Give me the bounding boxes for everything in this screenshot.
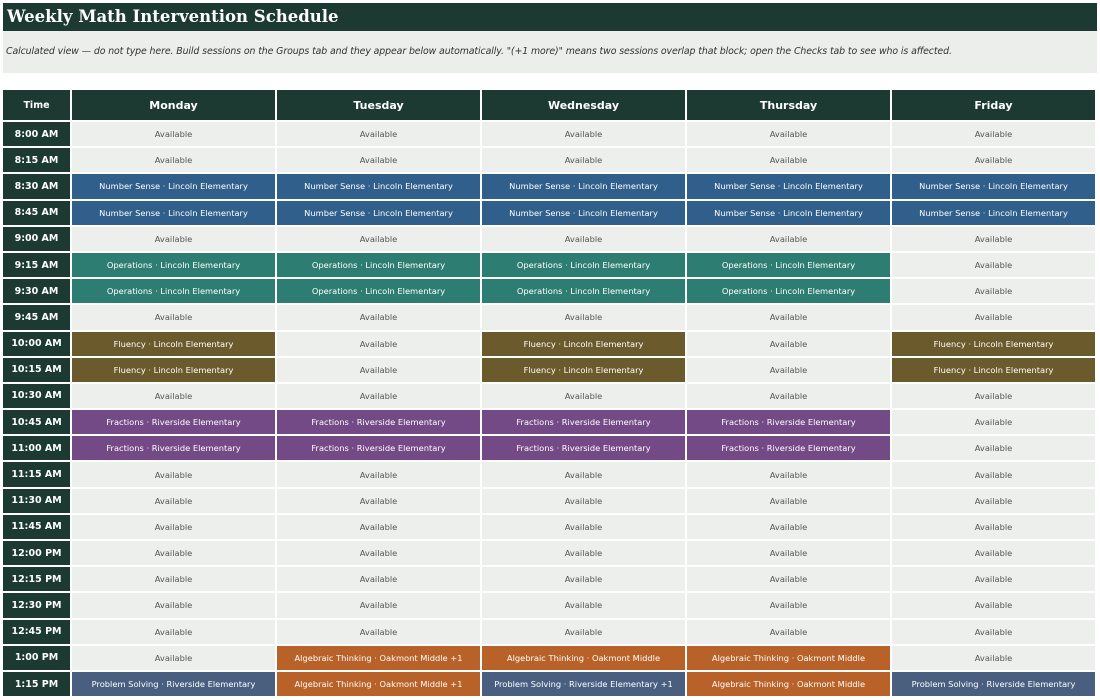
schedule-cell-wednesday-available[interactable]: Available xyxy=(482,541,685,565)
time-slot-label: 11:45 AM xyxy=(3,515,70,539)
schedule-cell-tuesday-number-sense[interactable]: Number Sense · Lincoln Elementary xyxy=(277,201,480,225)
schedule-cell-tuesday-available[interactable]: Available xyxy=(277,384,480,408)
schedule-cell-friday-available[interactable]: Available xyxy=(892,489,1095,513)
time-slot-label: 12:45 PM xyxy=(3,620,70,644)
schedule-cell-tuesday-available[interactable]: Available xyxy=(277,358,480,382)
schedule-cell-friday-available[interactable]: Available xyxy=(892,410,1095,434)
schedule-cell-thursday-operations[interactable]: Operations · Lincoln Elementary xyxy=(687,253,890,277)
schedule-cell-monday-available[interactable]: Available xyxy=(72,122,275,146)
schedule-cell-thursday-available[interactable]: Available xyxy=(687,593,890,617)
schedule-cell-thursday-available[interactable]: Available xyxy=(687,122,890,146)
schedule-cell-wednesday-available[interactable]: Available xyxy=(482,567,685,591)
schedule-cell-thursday-operations[interactable]: Operations · Lincoln Elementary xyxy=(687,279,890,303)
schedule-cell-wednesday-operations[interactable]: Operations · Lincoln Elementary xyxy=(482,253,685,277)
schedule-cell-thursday-algebraic-thinking[interactable]: Algebraic Thinking · Oakmont Middle xyxy=(687,646,890,670)
schedule-cell-tuesday-available[interactable]: Available xyxy=(277,462,480,486)
schedule-cell-wednesday-available[interactable]: Available xyxy=(482,462,685,486)
schedule-cell-thursday-available[interactable]: Available xyxy=(687,332,890,356)
schedule-cell-monday-available[interactable]: Available xyxy=(72,489,275,513)
schedule-cell-thursday-available[interactable]: Available xyxy=(687,358,890,382)
schedule-cell-friday-available[interactable]: Available xyxy=(892,436,1095,460)
schedule-cell-thursday-number-sense[interactable]: Number Sense · Lincoln Elementary xyxy=(687,174,890,198)
time-slot-label: 11:30 AM xyxy=(3,489,70,513)
schedule-cell-monday-available[interactable]: Available xyxy=(72,593,275,617)
schedule-cell-monday-available[interactable]: Available xyxy=(72,305,275,329)
schedule-grid xyxy=(3,90,1097,696)
schedule-cell-tuesday-available[interactable]: Available xyxy=(277,567,480,591)
schedule-cell-wednesday-problem-solving[interactable]: Problem Solving · Riverside Elementary +1 xyxy=(482,672,685,696)
schedule-cell-friday-available[interactable]: Available xyxy=(892,567,1095,591)
schedule-cell-tuesday-algebraic-thinking[interactable]: Algebraic Thinking · Oakmont Middle +1 xyxy=(277,672,480,696)
time-slot-label: 1:15 PM xyxy=(3,672,70,696)
schedule-cell-thursday-fractions[interactable]: Fractions · Riverside Elementary xyxy=(687,436,890,460)
schedule-cell-tuesday-available[interactable]: Available xyxy=(277,620,480,644)
schedule-cell-wednesday-available[interactable]: Available xyxy=(482,620,685,644)
schedule-cell-wednesday-number-sense[interactable]: Number Sense · Lincoln Elementary xyxy=(482,201,685,225)
schedule-cell-wednesday-fluency[interactable]: Fluency · Lincoln Elementary xyxy=(482,358,685,382)
time-slot-label: 11:00 AM xyxy=(3,436,70,460)
time-slot-label: 8:15 AM xyxy=(3,148,70,172)
time-slot-label: 1:00 PM xyxy=(3,646,70,670)
schedule-cell-monday-operations[interactable]: Operations · Lincoln Elementary xyxy=(72,279,275,303)
day-header-monday: Monday xyxy=(72,90,275,120)
schedule-cell-thursday-available[interactable]: Available xyxy=(687,541,890,565)
schedule-cell-friday-available[interactable]: Available xyxy=(892,122,1095,146)
schedule-cell-thursday-available[interactable]: Available xyxy=(687,148,890,172)
schedule-cell-tuesday-available[interactable]: Available xyxy=(277,515,480,539)
schedule-cell-tuesday-number-sense[interactable]: Number Sense · Lincoln Elementary xyxy=(277,174,480,198)
schedule-cell-friday-available[interactable]: Available xyxy=(892,646,1095,670)
schedule-cell-tuesday-available[interactable]: Available xyxy=(277,227,480,251)
schedule-cell-tuesday-available[interactable]: Available xyxy=(277,305,480,329)
schedule-cell-wednesday-available[interactable]: Available xyxy=(482,384,685,408)
time-slot-label: 12:00 PM xyxy=(3,541,70,565)
time-column-header: Time xyxy=(3,90,70,120)
day-header-thursday: Thursday xyxy=(687,90,890,120)
schedule-cell-wednesday-available[interactable]: Available xyxy=(482,515,685,539)
schedule-cell-monday-problem-solving[interactable]: Problem Solving · Riverside Elementary xyxy=(72,672,275,696)
sheet-title: Weekly Math Intervention Schedule xyxy=(3,3,1097,31)
schedule-cell-monday-number-sense[interactable]: Number Sense · Lincoln Elementary xyxy=(72,201,275,225)
time-slot-label: 8:45 AM xyxy=(3,201,70,225)
schedule-cell-thursday-available[interactable]: Available xyxy=(687,384,890,408)
schedule-cell-monday-available[interactable]: Available xyxy=(72,227,275,251)
schedule-cell-friday-available[interactable]: Available xyxy=(892,279,1095,303)
schedule-cell-friday-available[interactable]: Available xyxy=(892,541,1095,565)
schedule-cell-friday-available[interactable]: Available xyxy=(892,462,1095,486)
schedule-cell-wednesday-algebraic-thinking[interactable]: Algebraic Thinking · Oakmont Middle xyxy=(482,646,685,670)
time-slot-label: 9:30 AM xyxy=(3,279,70,303)
schedule-cell-monday-operations[interactable]: Operations · Lincoln Elementary xyxy=(72,253,275,277)
schedule-cell-thursday-available[interactable]: Available xyxy=(687,515,890,539)
schedule-cell-thursday-available[interactable]: Available xyxy=(687,227,890,251)
schedule-cell-friday-available[interactable]: Available xyxy=(892,148,1095,172)
schedule-cell-monday-fractions[interactable]: Fractions · Riverside Elementary xyxy=(72,436,275,460)
schedule-cell-thursday-fractions[interactable]: Fractions · Riverside Elementary xyxy=(687,410,890,434)
schedule-cell-wednesday-available[interactable]: Available xyxy=(482,148,685,172)
schedule-cell-wednesday-operations[interactable]: Operations · Lincoln Elementary xyxy=(482,279,685,303)
schedule-cell-tuesday-algebraic-thinking[interactable]: Algebraic Thinking · Oakmont Middle +1 xyxy=(277,646,480,670)
schedule-cell-wednesday-number-sense[interactable]: Number Sense · Lincoln Elementary xyxy=(482,174,685,198)
schedule-cell-thursday-available[interactable]: Available xyxy=(687,305,890,329)
time-slot-label: 8:30 AM xyxy=(3,174,70,198)
schedule-cell-friday-available[interactable]: Available xyxy=(892,305,1095,329)
schedule-cell-monday-available[interactable]: Available xyxy=(72,148,275,172)
schedule-cell-friday-available[interactable]: Available xyxy=(892,227,1095,251)
time-slot-label: 10:00 AM xyxy=(3,332,70,356)
schedule-cell-thursday-available[interactable]: Available xyxy=(687,462,890,486)
day-header-tuesday: Tuesday xyxy=(277,90,480,120)
schedule-cell-friday-available[interactable]: Available xyxy=(892,253,1095,277)
schedule-cell-friday-fluency[interactable]: Fluency · Lincoln Elementary xyxy=(892,332,1095,356)
schedule-cell-thursday-available[interactable]: Available xyxy=(687,489,890,513)
schedule-cell-monday-available[interactable]: Available xyxy=(72,541,275,565)
schedule-cell-tuesday-operations[interactable]: Operations · Lincoln Elementary xyxy=(277,279,480,303)
time-slot-label: 10:30 AM xyxy=(3,384,70,408)
schedule-cell-monday-fluency[interactable]: Fluency · Lincoln Elementary xyxy=(72,358,275,382)
time-slot-label: 9:45 AM xyxy=(3,305,70,329)
schedule-cell-tuesday-operations[interactable]: Operations · Lincoln Elementary xyxy=(277,253,480,277)
schedule-cell-tuesday-available[interactable]: Available xyxy=(277,541,480,565)
schedule-cell-tuesday-fractions[interactable]: Fractions · Riverside Elementary xyxy=(277,436,480,460)
schedule-cell-friday-fluency[interactable]: Fluency · Lincoln Elementary xyxy=(892,358,1095,382)
schedule-cell-thursday-available[interactable]: Available xyxy=(687,567,890,591)
time-slot-label: 8:00 AM xyxy=(3,122,70,146)
schedule-cell-monday-available[interactable]: Available xyxy=(72,567,275,591)
schedule-cell-thursday-algebraic-thinking[interactable]: Algebraic Thinking · Oakmont Middle xyxy=(687,672,890,696)
time-slot-label: 10:15 AM xyxy=(3,358,70,382)
time-slot-label: 12:30 PM xyxy=(3,593,70,617)
schedule-cell-wednesday-available[interactable]: Available xyxy=(482,593,685,617)
schedule-cell-monday-available[interactable]: Available xyxy=(72,620,275,644)
schedule-cell-monday-fluency[interactable]: Fluency · Lincoln Elementary xyxy=(72,332,275,356)
schedule-cell-monday-number-sense[interactable]: Number Sense · Lincoln Elementary xyxy=(72,174,275,198)
schedule-cell-tuesday-available[interactable]: Available xyxy=(277,148,480,172)
instruction-note: Calculated view — do not type here. Build sessions on the Groups tab and they appear below automatically. "(+1 more)" means two sessions overlap that block; open the Checks tab to see who is affected. xyxy=(3,31,1097,73)
schedule-cell-friday-available[interactable]: Available xyxy=(892,593,1095,617)
schedule-cell-monday-available[interactable]: Available xyxy=(72,384,275,408)
schedule-cell-thursday-number-sense[interactable]: Number Sense · Lincoln Elementary xyxy=(687,201,890,225)
schedule-cell-thursday-available[interactable]: Available xyxy=(687,620,890,644)
schedule-cell-monday-available[interactable]: Available xyxy=(72,646,275,670)
schedule-cell-wednesday-available[interactable]: Available xyxy=(482,227,685,251)
time-slot-label: 9:00 AM xyxy=(3,227,70,251)
schedule-cell-friday-available[interactable]: Available xyxy=(892,620,1095,644)
time-slot-label: 9:15 AM xyxy=(3,253,70,277)
schedule-cell-friday-problem-solving[interactable]: Problem Solving · Riverside Elementary xyxy=(892,672,1095,696)
schedule-cell-tuesday-available[interactable]: Available xyxy=(277,593,480,617)
schedule-cell-wednesday-fluency[interactable]: Fluency · Lincoln Elementary xyxy=(482,332,685,356)
schedule-cell-friday-number-sense[interactable]: Number Sense · Lincoln Elementary xyxy=(892,201,1095,225)
day-header-friday: Friday xyxy=(892,90,1095,120)
schedule-cell-monday-available[interactable]: Available xyxy=(72,515,275,539)
schedule-cell-tuesday-available[interactable]: Available xyxy=(277,332,480,356)
schedule-cell-wednesday-available[interactable]: Available xyxy=(482,122,685,146)
time-slot-label: 12:15 PM xyxy=(3,567,70,591)
schedule-cell-tuesday-available[interactable]: Available xyxy=(277,489,480,513)
schedule-cell-wednesday-fractions[interactable]: Fractions · Riverside Elementary xyxy=(482,436,685,460)
schedule-cell-tuesday-fractions[interactable]: Fractions · Riverside Elementary xyxy=(277,410,480,434)
time-slot-label: 11:15 AM xyxy=(3,462,70,486)
day-header-wednesday: Wednesday xyxy=(482,90,685,120)
schedule-cell-monday-available[interactable]: Available xyxy=(72,462,275,486)
schedule-cell-friday-available[interactable]: Available xyxy=(892,384,1095,408)
schedule-cell-friday-number-sense[interactable]: Number Sense · Lincoln Elementary xyxy=(892,174,1095,198)
schedule-cell-wednesday-available[interactable]: Available xyxy=(482,305,685,329)
schedule-cell-wednesday-fractions[interactable]: Fractions · Riverside Elementary xyxy=(482,410,685,434)
schedule-cell-friday-available[interactable]: Available xyxy=(892,515,1095,539)
schedule-cell-tuesday-available[interactable]: Available xyxy=(277,122,480,146)
time-slot-label: 10:45 AM xyxy=(3,410,70,434)
schedule-cell-wednesday-available[interactable]: Available xyxy=(482,489,685,513)
schedule-cell-monday-fractions[interactable]: Fractions · Riverside Elementary xyxy=(72,410,275,434)
